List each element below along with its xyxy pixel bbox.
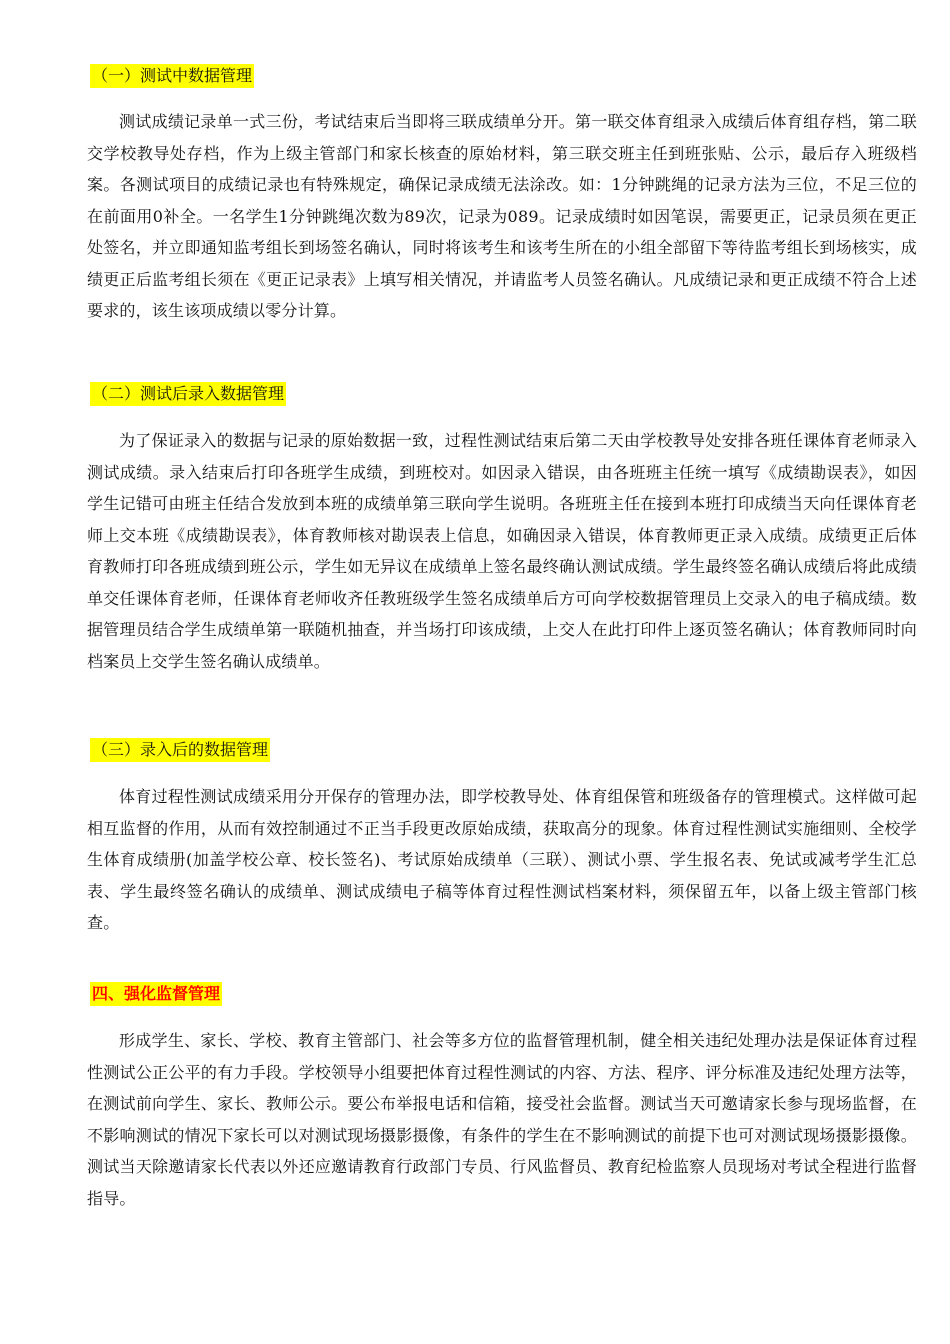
section-paragraph-3: 体育过程性测试成绩采用分开保存的管理办法，即学校教导处、体育组保管和班级备存的管理模式。这样做可起相互监督的作用，从而有效控制通过不正当手段更改原始成绩，获取高分的现象。体育过程性测试实施细则、全校学生体育成绩册(加盖学校公章、校长签名)、考试原始成绩单（三联）、测试小票、学生报名表、免试或减考学生汇总表、学生最终签名确认的成绩单、测试成绩电子稿等体育过程性测试档案材料，须保留五年，以备上级主管部门核查。 xyxy=(87,787,917,932)
section-paragraph-4: 形成学生、家长、学校、教育主管部门、社会等多方位的监督管理机制，健全相关违纪处理办法是保证体育过程性测试公正公平的有力手段。学校领导小组要把体育过程性测试的内容、方法、程序、评分标准及违纪处理方法等，在测试前向学生、家长、教师公示。要公布举报电话和信箱，接受社会监督。测试当天可邀请家长参与现场监督，在不影响测试的情况下家长可以对测试现场摄影摄像，有条件的学生在不影响测试的前提下也可对测试现场摄影摄像。测试当天除邀请家长代表以外还应邀请教育行政部门专员、行风监督员、教育纪检监察人员现场对考试全程进行监督指导。 xyxy=(87,1031,917,1208)
section-heading-4: 四、强化监督管理 xyxy=(90,982,222,1006)
section-heading-1: （一）测试中数据管理 xyxy=(90,64,254,88)
section-paragraph-1: 测试成绩记录单一式三份，考试结束后当即将三联成绩单分开。第一联交体育组录入成绩后体育组存档，第二联交学校教导处存档，作为上级主管部门和家长核查的原始材料，第三联交班主任到班张贴、公示，最后存入班级档案。各测试项目的成绩记录也有特殊规定，确保记录成绩无法涂改。如：1分钟跳绳的记录方法为三位，不足三位的在前面用0补全。一名学生1分钟跳绳次数为89次，记录为089。记录成绩时如因笔误，需要更正，记录员须在更正处签名，并立即通知监考组长到场签名确认，同时将该考生和该考生所在的小组全部留下等待监考组长到场核实，成绩更正后监考组长须在《更正记录表》上填写相关情况，并请监考人员签名确认。凡成绩记录和更正成绩不符合上述要求的，该生该项成绩以零分计算。 xyxy=(87,112,917,320)
section-paragraph-2: 为了保证录入的数据与记录的原始数据一致，过程性测试结束后第二天由学校教导处安排各班任课体育老师录入测试成绩。录入结束后打印各班学生成绩，到班校对。如因录入错误，由各班班主任统一填写《成绩勘误表》，如因学生记错可由班主任结合发放到本班的成绩单第三联向学生说明。各班班主任在接到本班打印成绩当天向任课体育老师上交本班《成绩勘误表》，体育教师核对勘误表上信息，如确因录入错误，体育教师更正录入成绩。成绩更正后体育教师打印各班成绩到班公示，学生如无异议在成绩单上签名最终确认测试成绩。学生最终签名确认成绩后将此成绩单交任课体育老师，任课体育老师收齐任教班级学生签名成绩单后方可向学校数据管理员上交录入的电子稿成绩。数据管理员结合学生成绩单第一联随机抽查，并当场打印该成绩，上交人在此打印件上逐页签名确认；体育教师同时向档案员上交学生签名确认成绩单。 xyxy=(87,431,917,671)
section-heading-2: （二）测试后录入数据管理 xyxy=(90,382,286,406)
section-heading-3: （三）录入后的数据管理 xyxy=(90,738,270,762)
